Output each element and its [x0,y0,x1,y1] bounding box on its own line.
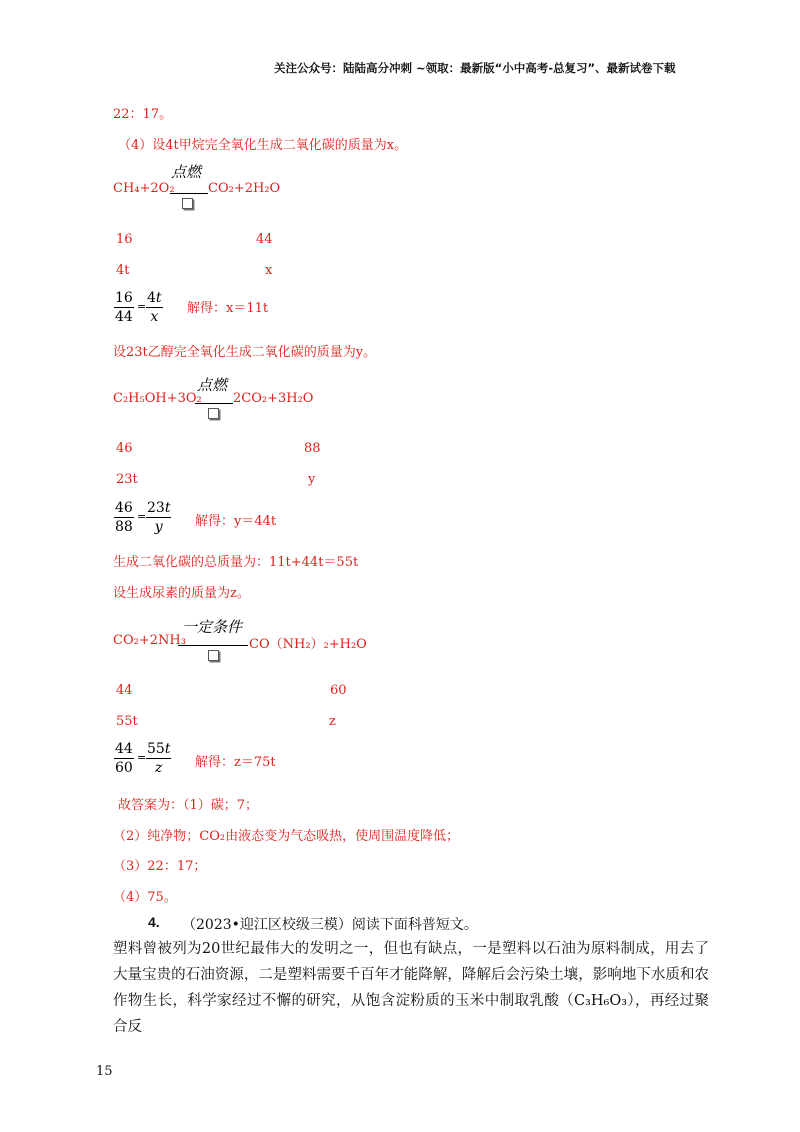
answer-line: 设23t乙醇完全氧化生成二氧化碳的质量为y。 [113,345,377,360]
equals-sign: = [137,510,147,523]
reaction-reactants: CO₂+2NH₃ [113,633,186,648]
equals-sign: = [137,300,147,313]
answer-line: 生成二氧化碳的总质量为：11t+44t＝55t [113,555,359,570]
placeholder-box-icon [208,408,219,419]
actual-mass: 55t [116,714,138,729]
reaction-arrow-line [195,403,233,404]
reaction-reactants: CH₄+2O₂ [113,181,175,196]
final-answer: （4）75。 [113,890,177,905]
fraction: $\frac{23t}{y}$ [147,500,171,535]
equals-sign: = [137,751,147,764]
question-number: 4. [148,914,160,930]
solution-text: 解得：x＝11t [187,301,269,316]
reaction-condition: 点燃 [171,163,202,181]
reaction-condition: 点燃 [197,376,228,394]
final-answer: （2）纯净物；CO₂由液态变为气态吸热，使周围温度降低； [113,829,460,844]
fraction: $\frac{4t}{x}$ [147,290,162,325]
reaction-products: 2CO₂+3H₂O [233,391,314,406]
answer-line: 设生成尿素的质量为z。 [113,586,250,601]
molar-mass: 46 [116,441,133,456]
molar-mass: 44 [256,232,273,247]
molar-mass: 44 [116,683,133,698]
actual-mass: z [329,714,336,729]
reaction-products: CO（NH₂）₂+H₂O [249,637,367,652]
reaction-arrow-line [178,645,248,646]
fraction: $\frac{16}{44}$ [115,290,133,325]
actual-mass: y [308,472,316,487]
question-intro: （2023•迎江区校级三模）阅读下面科普短文。 [182,917,478,933]
final-answer: （3）22：17； [113,859,207,874]
question-body: 塑料曾被列为20世纪最伟大的发明之一，但也有缺点，一是塑料以石油为原料制成，用去了大量宝贵的石油资源，二是塑料需要千百年才能降解，降解后会污染土壤，影响地下水质和农作物生长，科学家经过不懈的研究，从饱含淀粉质的玉米中制取乳酸（C₃H₆O₃），再经过聚合反 [113,941,709,1035]
reaction-condition: 一定条件 [182,618,243,636]
answer-line: （4）设4t甲烷完全氧化生成二氧化碳的质量为x。 [118,138,408,153]
placeholder-box-icon [208,650,219,661]
reaction-reactants: C₂H₅OH+3O₂ [113,391,202,406]
actual-mass: x [265,263,273,278]
solution-text: 解得：y＝44t [195,514,277,529]
fraction: $\frac{55t}{z}$ [147,741,171,776]
fraction: $\frac{44}{60}$ [115,741,133,776]
final-answer: 故答案为：（1）碳；7； [118,798,259,813]
page-number: 15 [96,1064,113,1079]
actual-mass: 4t [116,263,130,278]
fraction: $\frac{46}{88}$ [115,500,133,535]
molar-mass: 60 [330,683,347,698]
reaction-arrow-line [170,193,208,194]
placeholder-box-icon [182,198,193,209]
page-header: 关注公众号：陆陆高分冲刺 ~领取：最新版“小中高考-总复习”、最新试卷下载 [274,61,676,75]
solution-text: 解得：z＝75t [195,755,276,770]
actual-mass: 23t [116,472,138,487]
reaction-products: CO₂+2H₂O [208,181,281,196]
molar-mass: 16 [116,232,133,247]
answer-line: 22：17。 [113,107,173,122]
molar-mass: 88 [304,441,321,456]
